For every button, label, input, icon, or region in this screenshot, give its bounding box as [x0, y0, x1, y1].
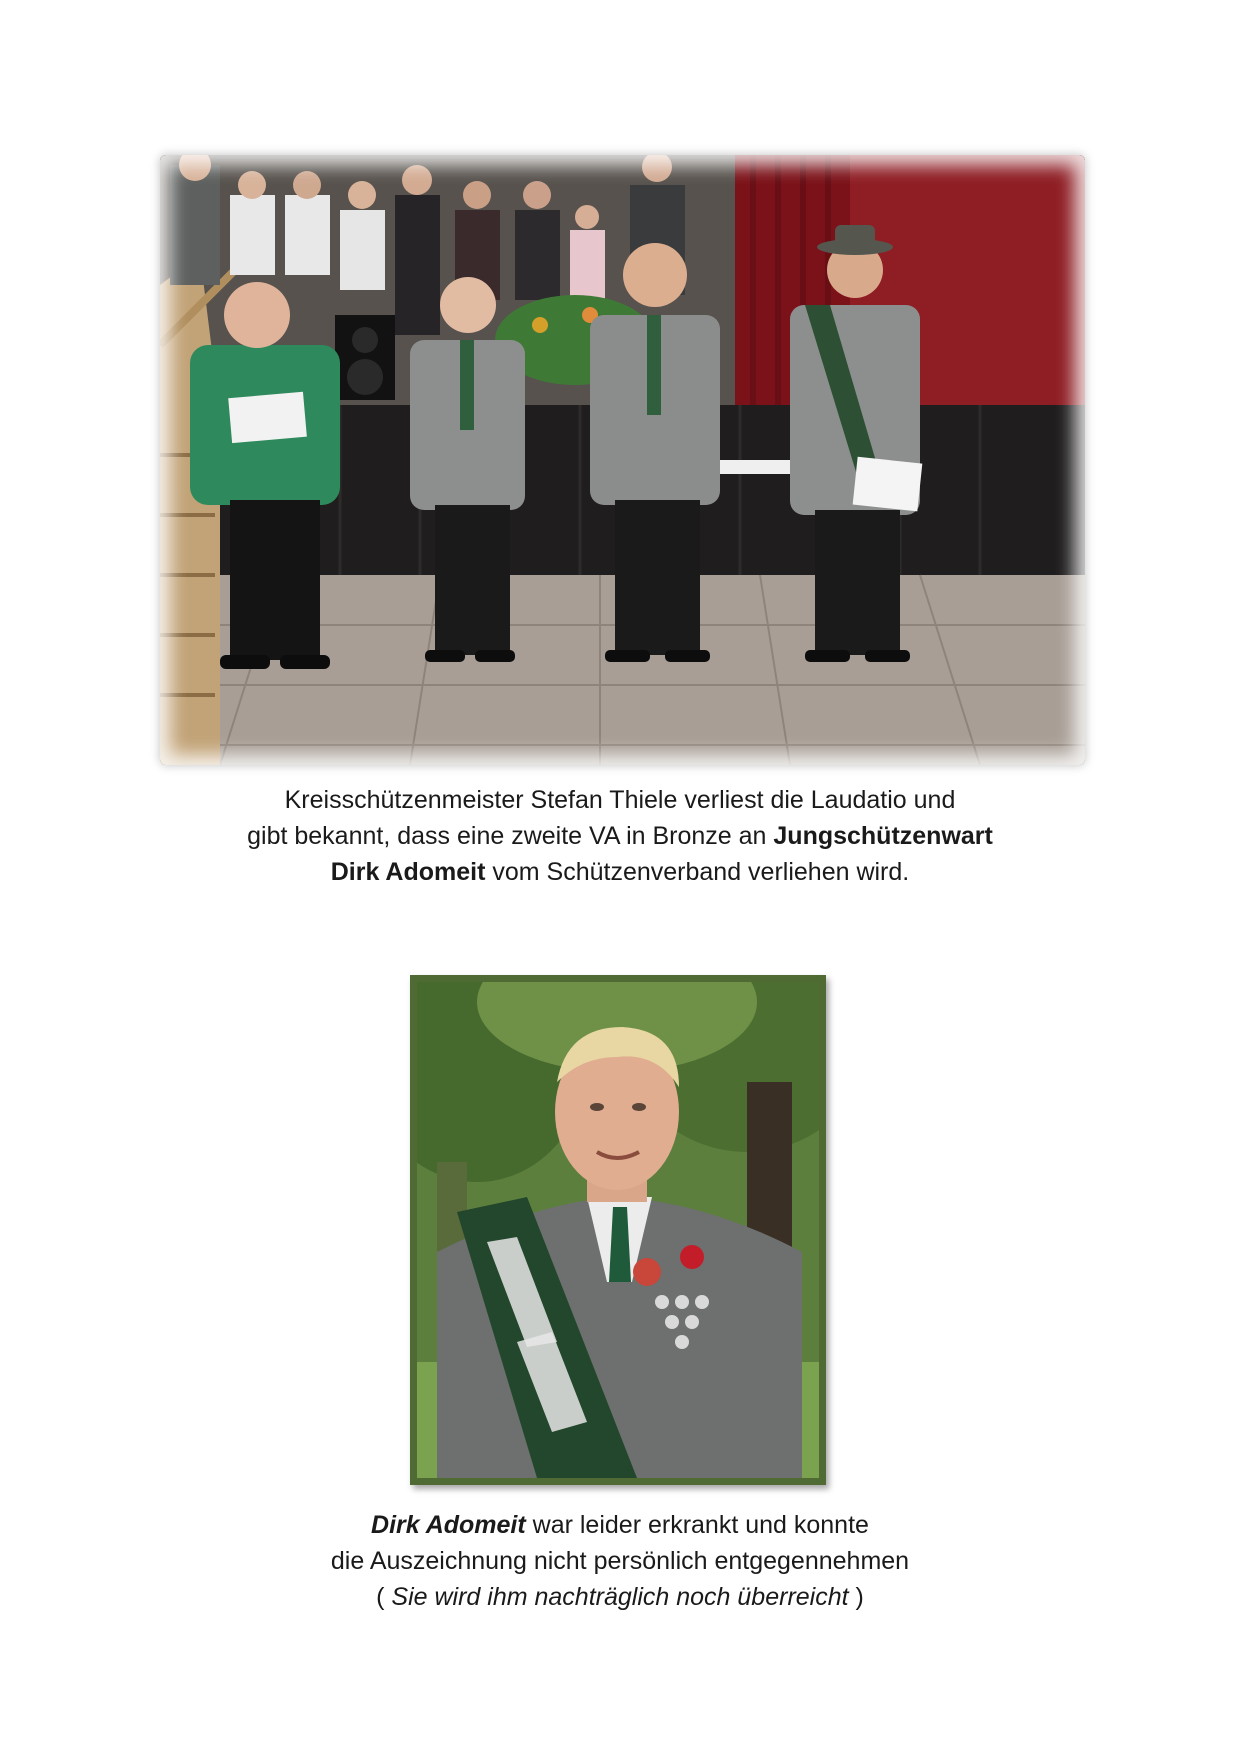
caption-ceremony-line-1: Kreisschützenmeister Stefan Thiele verliest die Laudatio und	[284, 786, 956, 814]
portrait-photo	[410, 975, 826, 1485]
caption-ceremony-line-2	[120, 818, 1120, 854]
caption-portrait-note: Sie wird ihm nachträglich noch überreicht	[391, 1583, 849, 1611]
ceremony-photo-drawing	[160, 155, 1085, 765]
caption-ceremony-line-3-text: vom Schützenverband verliehen wird.	[485, 858, 910, 886]
caption-portrait	[120, 1507, 1120, 1615]
caption-portrait-line-2: die Auszeichnung nicht persönlich entgegennehmen	[330, 1547, 910, 1575]
ceremony-photo	[160, 155, 1085, 765]
caption-ceremony-name: Dirk Adomeit	[330, 858, 486, 886]
caption-ceremony-line-2-text: gibt bekannt, dass eine zweite VA in Bronze an	[247, 822, 774, 850]
caption-portrait-paren-open: (	[376, 1583, 392, 1611]
caption-ceremony-role: Jungschützenwart	[773, 822, 993, 850]
caption-portrait-paren-close: )	[848, 1583, 864, 1611]
caption-portrait-name: Dirk Adomeit	[371, 1511, 526, 1539]
caption-portrait-line-1	[120, 1507, 1120, 1543]
caption-portrait-line-1-text: war leider erkrankt und konnte	[525, 1511, 869, 1539]
caption-ceremony-line-3	[120, 854, 1120, 890]
caption-portrait-line-3	[120, 1579, 1120, 1615]
caption-ceremony	[120, 782, 1120, 890]
portrait-photo-drawing	[417, 982, 819, 1478]
